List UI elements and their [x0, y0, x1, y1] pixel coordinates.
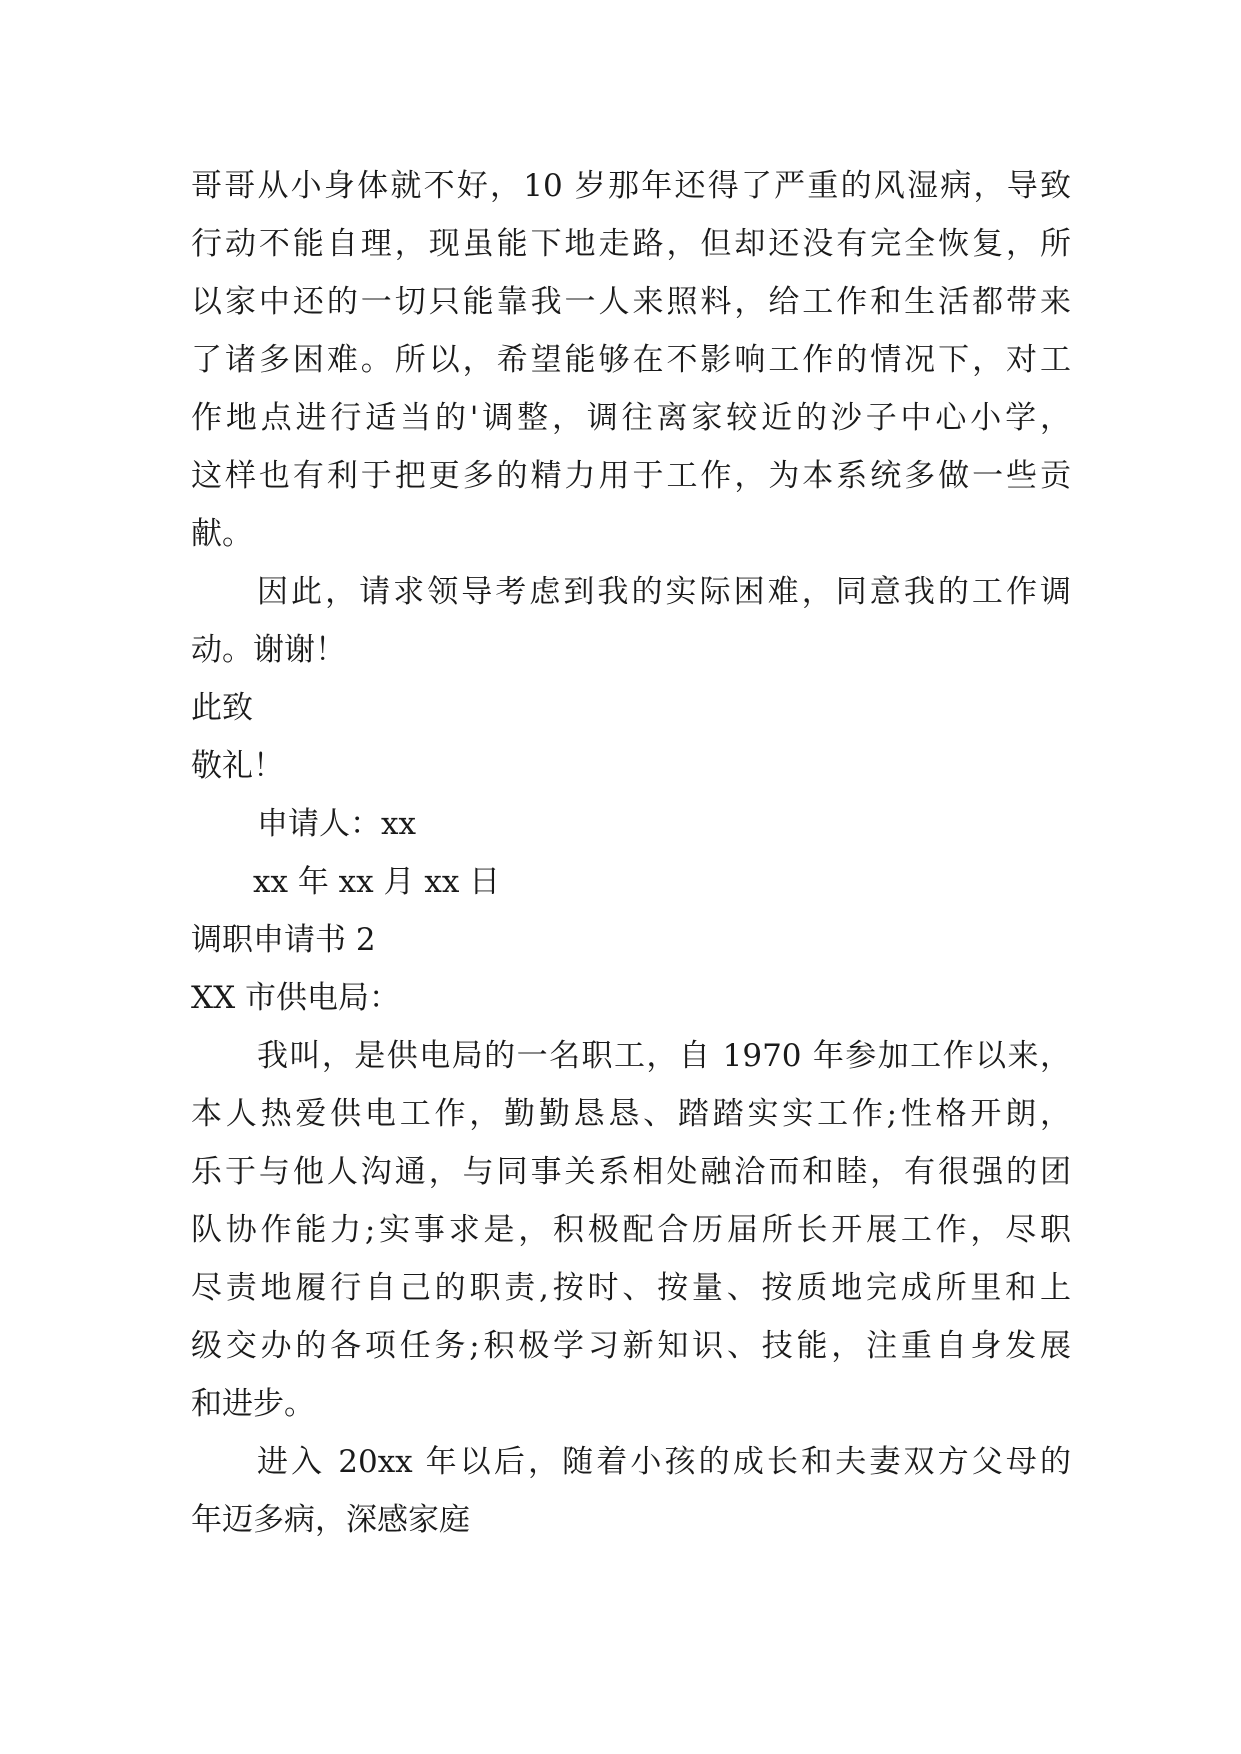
paragraph-line: 动。谢谢！ [191, 632, 346, 668]
paragraph-line: 级交办的各项任务;积极学习新知识、技能，注重自身发展 [191, 1328, 1071, 1364]
paragraph-line: 作地点进行适当的'调整，调往离家较近的沙子中心小学， [191, 400, 1071, 436]
paragraph-line: 尽责地履行自己的职责,按时、按量、按质地完成所里和上 [191, 1270, 1071, 1306]
section-title: 调职申请书 2 [191, 922, 376, 958]
paragraph-line: 和进步。 [191, 1386, 315, 1422]
signature-date: xx 年 xx 月 xx 日 [253, 864, 501, 900]
applicant-signature: 申请人：xx [257, 806, 416, 842]
closing-regards: 敬礼！ [191, 748, 284, 784]
paragraph-line: 以家中还的一切只能靠我一人来照料，给工作和生活都带来 [191, 284, 1071, 320]
paragraph-line: 本人热爱供电工作，勤勤恳恳、踏踏实实工作;性格开朗， [191, 1096, 1071, 1132]
paragraph-line: 行动不能自理，现虽能下地走路，但却还没有完全恢复，所 [191, 226, 1071, 262]
paragraph-line: 哥哥从小身体就不好，10 岁那年还得了严重的风湿病，导致 [191, 168, 1071, 204]
paragraph-line: 乐于与他人沟通，与同事关系相处融洽而和睦，有很强的团 [191, 1154, 1071, 1190]
paragraph-line: 了诸多困难。所以，希望能够在不影响工作的情况下，对工 [191, 342, 1071, 378]
paragraph-line: 队协作能力;实事求是，积极配合历届所长开展工作，尽职 [191, 1212, 1071, 1248]
closing-salutation: 此致 [191, 690, 253, 726]
paragraph-line: 这样也有利于把更多的精力用于工作，为本系统多做一些贡 [191, 458, 1071, 494]
letter-recipient: XX 市供电局： [191, 980, 400, 1016]
paragraph-line: 因此，请求领导考虑到我的实际困难，同意我的工作调 [257, 574, 1071, 610]
paragraph-line: 我叫，是供电局的一名职工，自 1970 年参加工作以来， [257, 1038, 1071, 1074]
paragraph-line: 年迈多病，深感家庭 [191, 1502, 470, 1538]
paragraph-line: 进入 20xx 年以后，随着小孩的成长和夫妻双方父母的 [257, 1444, 1071, 1480]
paragraph-line: 献。 [191, 516, 253, 552]
